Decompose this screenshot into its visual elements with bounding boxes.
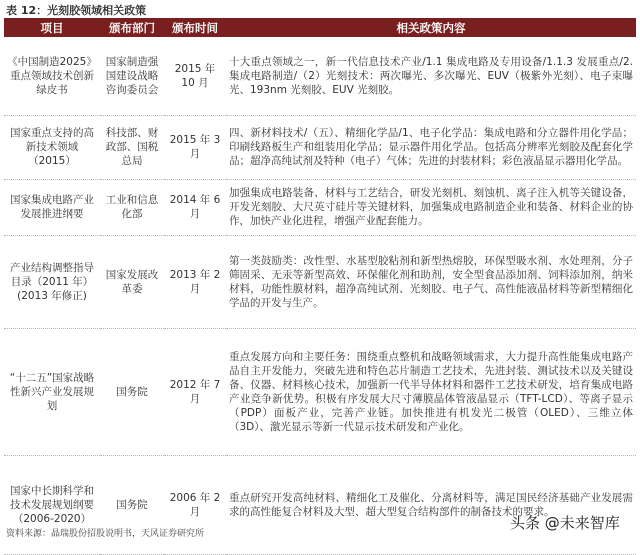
header-dept: 颁布部门 — [100, 18, 164, 37]
header-date: 颁布时间 — [164, 18, 226, 37]
policy-dept: 国务院 — [100, 328, 164, 455]
policy-dept: 工业和信息化部 — [100, 179, 164, 235]
table-row — [4, 235, 636, 328]
policy-name: 国家中长期科学和技术发展规划纲要（2006-2020） — [4, 455, 100, 554]
table-row — [4, 328, 636, 455]
policy-dept: 国务院 — [100, 455, 164, 554]
policy-date: 2015 年 10 月 — [164, 37, 226, 115]
policy-dept: 科技部、财政部、国税总局 — [100, 115, 164, 179]
source-note: 资料来源：晶瑞股份招股说明书，天风证券研究所 — [6, 529, 205, 539]
table-row — [4, 455, 636, 554]
policy-content: 重点发展方向和主要任务：围绕重点整机和战略领域需求，大力提升高性能集成电路产品自主开发能力，突破先进和特色芯片制造工艺技术，先进封装、测试技术以及关键设备、仪器、材料核心技术，加强新一代半导体材料和器件工艺技术研发，培育集成电路产业竞争新优势。积极有序发展大尺寸薄膜晶体管液晶显示（TFT-LCD）、等离子显示（PDP）面板产业，完善产业链。加快推进有机发光二极管（OLED）、三维立体（3D）、激光显示等新一代显示技术研发和产业化。 — [226, 328, 636, 455]
table-header-row — [4, 18, 636, 37]
policy-date: 2015 年 3 月 — [164, 115, 226, 179]
policy-dept: 国家发展改革委 — [100, 235, 164, 328]
policy-content: 加强集成电路装备、材料与工艺结合，研发光刻机、刻蚀机、离子注入机等关键设备，开发光刻胶、大尺英寸硅片等关键材料，加强集成电路制造企业和装备、材料企业的协作，加快产业化进程，增强产业配套能力。 — [226, 179, 636, 235]
policy-content: 十大重点领域之一，新一代信息技术产业/1.1 集成电路及专用设备/1.1.3 发展重点/2.集成电路制造/（2）光刻技术：两次曝光、多次曝光、EUV（极紫外光刻）、电子束曝光、193nm 光刻胶、EUV 光刻胶。 — [226, 37, 636, 115]
policy-content: 重点研究开发高纯材料、精细化工及催化、分离材料等，满足国民经济基础产业发展需求的高性能复合材料及大型、超大型复合结构部件的制备技术的要求。 — [226, 455, 636, 554]
watermark: 头条 @未来智库 — [510, 514, 620, 532]
table-row — [4, 179, 636, 235]
policy-name: 产业结构调整指导目录（2011 年）(2013 年修正) — [4, 235, 100, 328]
policy-name: 国家重点支持的高新技术领域（2015） — [4, 115, 100, 179]
table-row — [4, 115, 636, 179]
policy-name: 《中国制造2025》重点领域技术创新绿皮书 — [4, 37, 100, 115]
policy-date: 2012 年 7 月 — [164, 328, 226, 455]
header-item: 项目 — [4, 18, 100, 37]
table-row — [4, 37, 636, 115]
policy-content: 第一类鼓励类：改性型、水基型胶粘剂和新型热熔胶，环保型吸水剂、水处理剂，分子筛固采、无汞等新型高效、环保催化剂和助剂，安全型食品添加剂、饲料添加剂，纳米材料，功能性膜材料，超净高纯试剂、光刻胶、电子气、高性能液晶材料等新型精细化学品的开发与生产。 — [226, 235, 636, 328]
policy-name: “十二五”国家战略性新兴产业发展规划 — [4, 328, 100, 455]
policy-date: 2006 年 2 月 — [164, 455, 226, 554]
header-content: 相关政策内容 — [226, 18, 636, 37]
policy-date: 2014 年 6 月 — [164, 179, 226, 235]
policy-name: 国家集成电路产业发展推进纲要 — [4, 179, 100, 235]
policy-dept: 国家制造强国建设战略咨询委员会 — [100, 37, 164, 115]
policy-table — [4, 18, 636, 555]
policy-date: 2013 年 2 月 — [164, 235, 226, 328]
policy-content: 四、新材料技术/（五）、精细化学品/1、电子化学品：集成电路和分立器件用化学品；印刷线路板生产和组装用化学品；显示器件用化学品。包括高分辨率光刻胶及配套化学品；超净高纯试剂及特种（电子）气体；先进的封装材料；彩色液晶显示器用化学品。 — [226, 115, 636, 179]
table-caption: 表 12：光刻胶领域相关政策 — [6, 4, 147, 17]
